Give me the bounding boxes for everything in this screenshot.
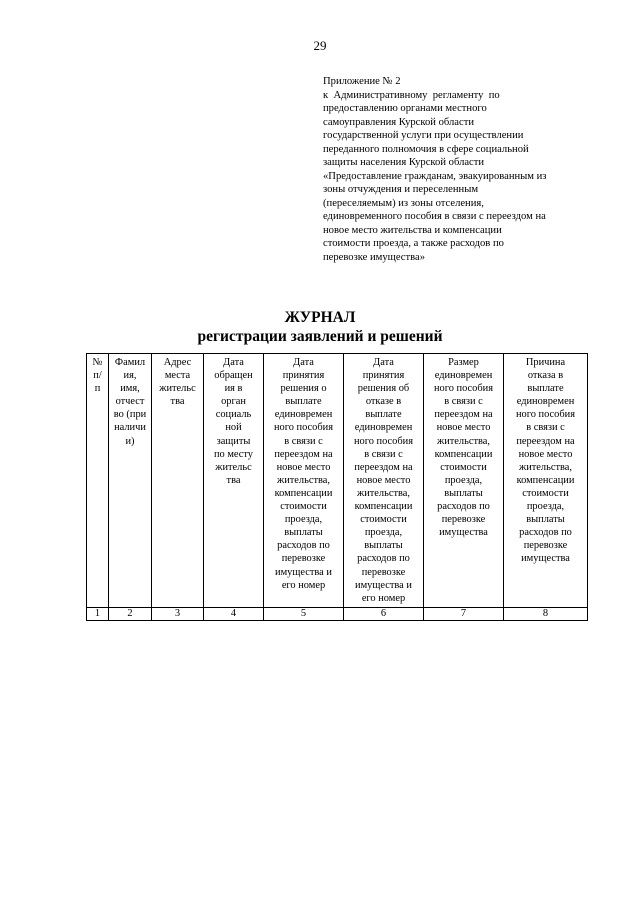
column-number-cell: 4 bbox=[204, 607, 264, 620]
header-line: в связи с bbox=[284, 435, 323, 447]
header-line: перевозке bbox=[281, 553, 326, 565]
page-number: 29 bbox=[313, 38, 327, 53]
column-number-cell: 3 bbox=[152, 607, 204, 620]
header-line: защиты bbox=[216, 435, 251, 447]
column-number-row bbox=[87, 607, 588, 620]
appendix-line: самоуправления Курской области bbox=[323, 116, 475, 128]
header-line: Фамил bbox=[114, 357, 146, 368]
header-line: новое место bbox=[276, 461, 331, 473]
header-line: Размер bbox=[448, 357, 479, 368]
header-line: жительс bbox=[215, 461, 252, 473]
header-line: обращен bbox=[214, 370, 253, 382]
header-line: принятия bbox=[282, 370, 325, 382]
header-line: новое место bbox=[436, 422, 491, 434]
header-line: новое место bbox=[356, 474, 411, 486]
header-line: переездом на bbox=[274, 448, 333, 460]
header-line: решения о bbox=[280, 383, 327, 395]
header-line: тва bbox=[170, 396, 185, 408]
appendix-line: Приложение № 2 bbox=[323, 76, 401, 87]
header-line: выплаты bbox=[444, 487, 483, 499]
header-line: компенсации bbox=[516, 474, 575, 486]
header-line: в связи с bbox=[444, 396, 483, 408]
header-line: имущества и bbox=[355, 579, 412, 591]
header-line: Адрес bbox=[163, 357, 192, 368]
header-line: ия в bbox=[224, 383, 243, 395]
header-line: ного пособия bbox=[353, 435, 413, 447]
header-line: стоимости bbox=[280, 501, 327, 513]
header-line: Дата bbox=[373, 357, 394, 368]
header-line: № bbox=[92, 357, 103, 368]
appendix-line: единовременного пособия в связи с переездом на bbox=[323, 211, 546, 222]
journal-title bbox=[0, 308, 640, 346]
header-line: выплаты bbox=[284, 527, 323, 539]
header-line: и) bbox=[125, 435, 135, 447]
header-line: стоимости bbox=[522, 487, 569, 499]
header-line: компенсации bbox=[274, 487, 333, 499]
appendix-line: перевозке имущества» bbox=[323, 251, 426, 263]
header-line: имя, bbox=[120, 383, 140, 395]
header-line: жительства, bbox=[437, 435, 490, 447]
header-line: наличи bbox=[114, 422, 146, 434]
header-line: отказе в bbox=[365, 396, 402, 408]
header-line: проезда, bbox=[526, 501, 565, 513]
header-cell-benefit-amount bbox=[424, 354, 504, 608]
header-line: его номер bbox=[281, 579, 326, 591]
header-line: стоимости bbox=[360, 514, 407, 526]
appendix-line: «Предоставление гражданам, эвакуированным из bbox=[323, 170, 547, 182]
header-line: стоимости bbox=[440, 461, 487, 473]
header-line: проезда, bbox=[444, 474, 483, 486]
appendix-line: стоимости проезда, а также расходов по bbox=[323, 238, 504, 249]
appendix-line: предоставлению органами местного bbox=[323, 103, 487, 114]
header-line: решения об bbox=[357, 383, 410, 395]
header-line: имущества bbox=[521, 553, 570, 565]
appendix-line: государственной услуги при осуществлении bbox=[323, 130, 524, 141]
header-line: ного пособия bbox=[273, 422, 333, 434]
header-line: жительства, bbox=[357, 487, 410, 499]
header-row bbox=[87, 354, 588, 608]
header-line: Дата bbox=[223, 357, 244, 368]
column-number-cell: 1 bbox=[87, 607, 109, 620]
header-cell-number bbox=[87, 354, 109, 608]
column-number-cell: 2 bbox=[109, 607, 152, 620]
header-line: п/ bbox=[93, 370, 102, 382]
header-line: выплате bbox=[365, 409, 402, 421]
header-cell-refusal-decision-date bbox=[344, 354, 424, 608]
header-line: выплате bbox=[285, 396, 322, 408]
header-line: жительства, bbox=[519, 461, 572, 473]
header-cell-payment-decision-date bbox=[264, 354, 344, 608]
header-line: Причина bbox=[525, 357, 566, 368]
header-line: жительс bbox=[159, 383, 196, 395]
header-line: ия, bbox=[123, 370, 137, 382]
header-line: его номер bbox=[361, 592, 406, 604]
header-line: расходов по bbox=[519, 527, 572, 539]
column-number-cell: 8 bbox=[504, 607, 588, 620]
header-line: перевозке bbox=[361, 566, 406, 578]
header-line: переездом на bbox=[354, 461, 413, 473]
column-number-cell: 6 bbox=[344, 607, 424, 620]
header-line: имущества bbox=[439, 527, 488, 539]
header-cell-application-date bbox=[204, 354, 264, 608]
header-line: единовремен bbox=[274, 409, 333, 421]
appendix-line: к Административному регламенту по bbox=[323, 89, 500, 101]
column-number-cell: 5 bbox=[264, 607, 344, 620]
header-line: орган bbox=[221, 396, 246, 408]
header-line: расходов по bbox=[437, 501, 490, 513]
header-line: выплаты bbox=[364, 540, 403, 552]
header-line: по месту bbox=[213, 448, 253, 460]
header-line: проезда, bbox=[364, 527, 403, 539]
appendix-line: зоны отчуждения и переселенным bbox=[323, 184, 479, 195]
header-cell-refusal-reason bbox=[504, 354, 588, 608]
header-line: Дата bbox=[293, 357, 314, 368]
header-line: ной bbox=[225, 422, 242, 434]
header-line: имущества и bbox=[275, 566, 332, 578]
appendix-line: переданного полномочия в сфере социальной bbox=[323, 143, 529, 155]
header-line: п bbox=[94, 383, 101, 395]
header-line: тва bbox=[226, 474, 241, 486]
header-line: расходов по bbox=[357, 553, 410, 565]
header-line: социаль bbox=[215, 409, 252, 421]
header-line: компенсации bbox=[434, 448, 493, 460]
header-line: в связи с bbox=[364, 448, 403, 460]
column-number-cell: 7 bbox=[424, 607, 504, 620]
header-line: выплате bbox=[527, 383, 564, 395]
header-line: компенсации bbox=[354, 501, 413, 513]
header-line: ного пособия bbox=[515, 409, 575, 421]
header-line: единовремен bbox=[516, 396, 575, 408]
header-line: места bbox=[164, 370, 191, 382]
header-cell-address bbox=[152, 354, 204, 608]
header-line: отчест bbox=[115, 396, 145, 408]
header-line: отказа в bbox=[527, 370, 564, 382]
header-line: во (при bbox=[113, 409, 147, 421]
appendix-line: защиты населения Курской области bbox=[323, 157, 485, 168]
journal-table bbox=[86, 353, 588, 621]
header-line: единовремен bbox=[354, 422, 413, 434]
header-line: перевозке bbox=[523, 540, 568, 552]
header-line: ного пособия bbox=[433, 383, 493, 395]
header-line: принятия bbox=[362, 370, 405, 382]
appendix-note bbox=[323, 75, 583, 264]
appendix-line: (переселяемым) из зоны отселения, bbox=[323, 197, 484, 209]
appendix-line: новое место жительства и компенсации bbox=[323, 224, 502, 236]
title-line-1: ЖУРНАЛ bbox=[284, 309, 356, 326]
header-line: в связи с bbox=[526, 422, 565, 434]
title-line-2: регистрации заявлений и решений bbox=[197, 328, 443, 345]
header-line: перевозке bbox=[441, 514, 486, 526]
header-cell-name bbox=[109, 354, 152, 608]
header-line: проезда, bbox=[284, 514, 323, 526]
header-line: выплаты bbox=[526, 514, 565, 526]
header-line: жительства, bbox=[277, 474, 330, 486]
header-line: расходов по bbox=[277, 540, 330, 552]
header-line: единовремен bbox=[434, 370, 493, 382]
header-line: переездом на bbox=[434, 409, 493, 421]
header-line: новое место bbox=[518, 448, 573, 460]
header-line: переездом на bbox=[516, 435, 575, 447]
